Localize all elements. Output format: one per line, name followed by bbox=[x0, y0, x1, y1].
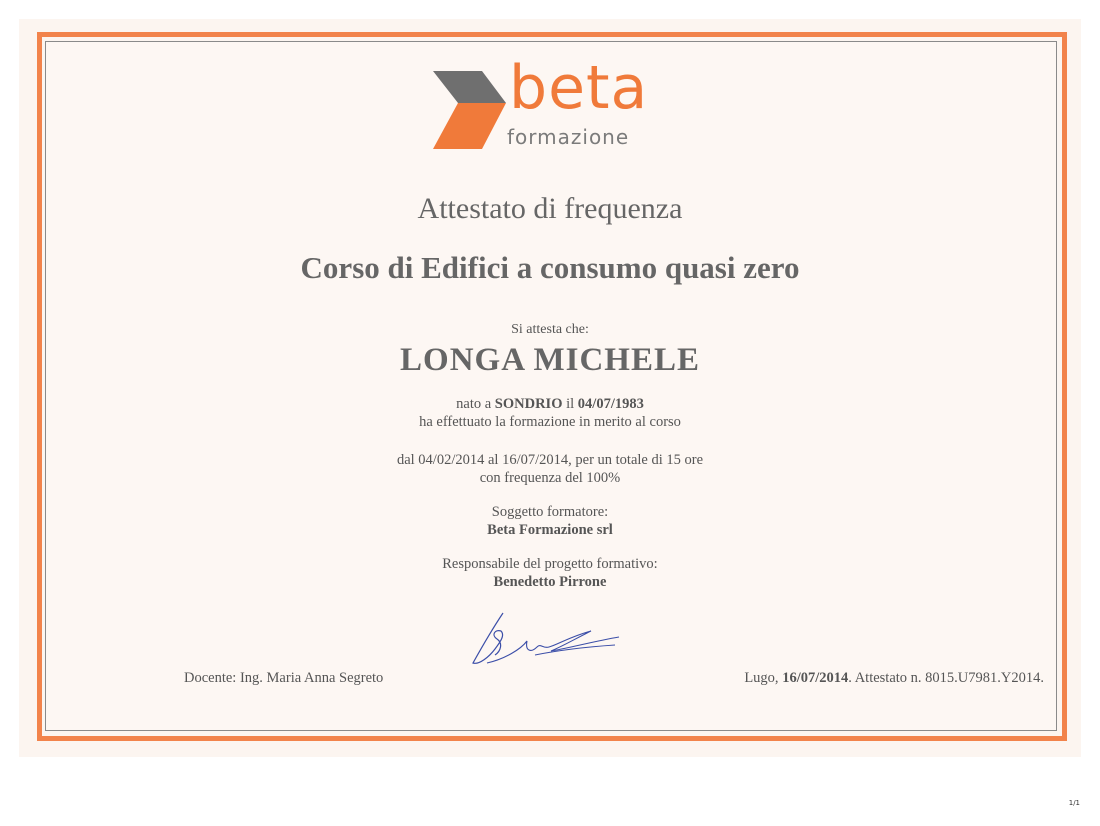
training-body-label: Soggetto formatore: bbox=[491, 504, 609, 520]
birth-info bbox=[0, 395, 1100, 413]
born-prefix: nato a bbox=[456, 396, 492, 412]
handwritten-signature bbox=[465, 605, 625, 670]
logo-subtitle-text: formazione bbox=[507, 125, 630, 149]
course-name: Corso di Edifici a consumo quasi zero bbox=[300, 250, 800, 285]
training-body: Beta Formazione srl bbox=[487, 522, 613, 538]
page-number: 1/1 bbox=[1068, 799, 1080, 807]
formation-text: ha effettuato la formazione in merito al corso bbox=[419, 414, 681, 430]
issue-date: 16/07/2014 bbox=[782, 670, 849, 686]
teacher-name: Docente: Ing. Maria Anna Segreto bbox=[184, 670, 384, 686]
birth-place: SONDRIO bbox=[494, 396, 563, 412]
certificate-number: . Attestato n. 8015.U7981.Y2014. bbox=[848, 670, 1044, 686]
certificate-title: Attestato di frequenza bbox=[417, 192, 683, 225]
born-mid: il bbox=[566, 396, 575, 412]
recipient-name: LONGA MICHELE bbox=[400, 342, 700, 378]
attests-label: Si attesta che: bbox=[511, 322, 589, 337]
issue-place-date bbox=[744, 670, 1044, 687]
project-manager: Benedetto Pirrone bbox=[493, 574, 607, 590]
attendance-text: con frequenza del 100% bbox=[479, 470, 621, 486]
beta-formazione-logo bbox=[430, 53, 670, 156]
period-text: dal 04/02/2014 al 16/07/2014, per un totale di 15 ore bbox=[396, 452, 704, 468]
logo-brand-text: beta bbox=[509, 53, 649, 123]
birth-date: 04/07/1983 bbox=[577, 396, 644, 412]
project-manager-label: Responsabile del progetto formativo: bbox=[442, 556, 658, 572]
issue-place: Lugo, bbox=[744, 670, 779, 686]
chevron-logo-icon bbox=[430, 71, 510, 155]
